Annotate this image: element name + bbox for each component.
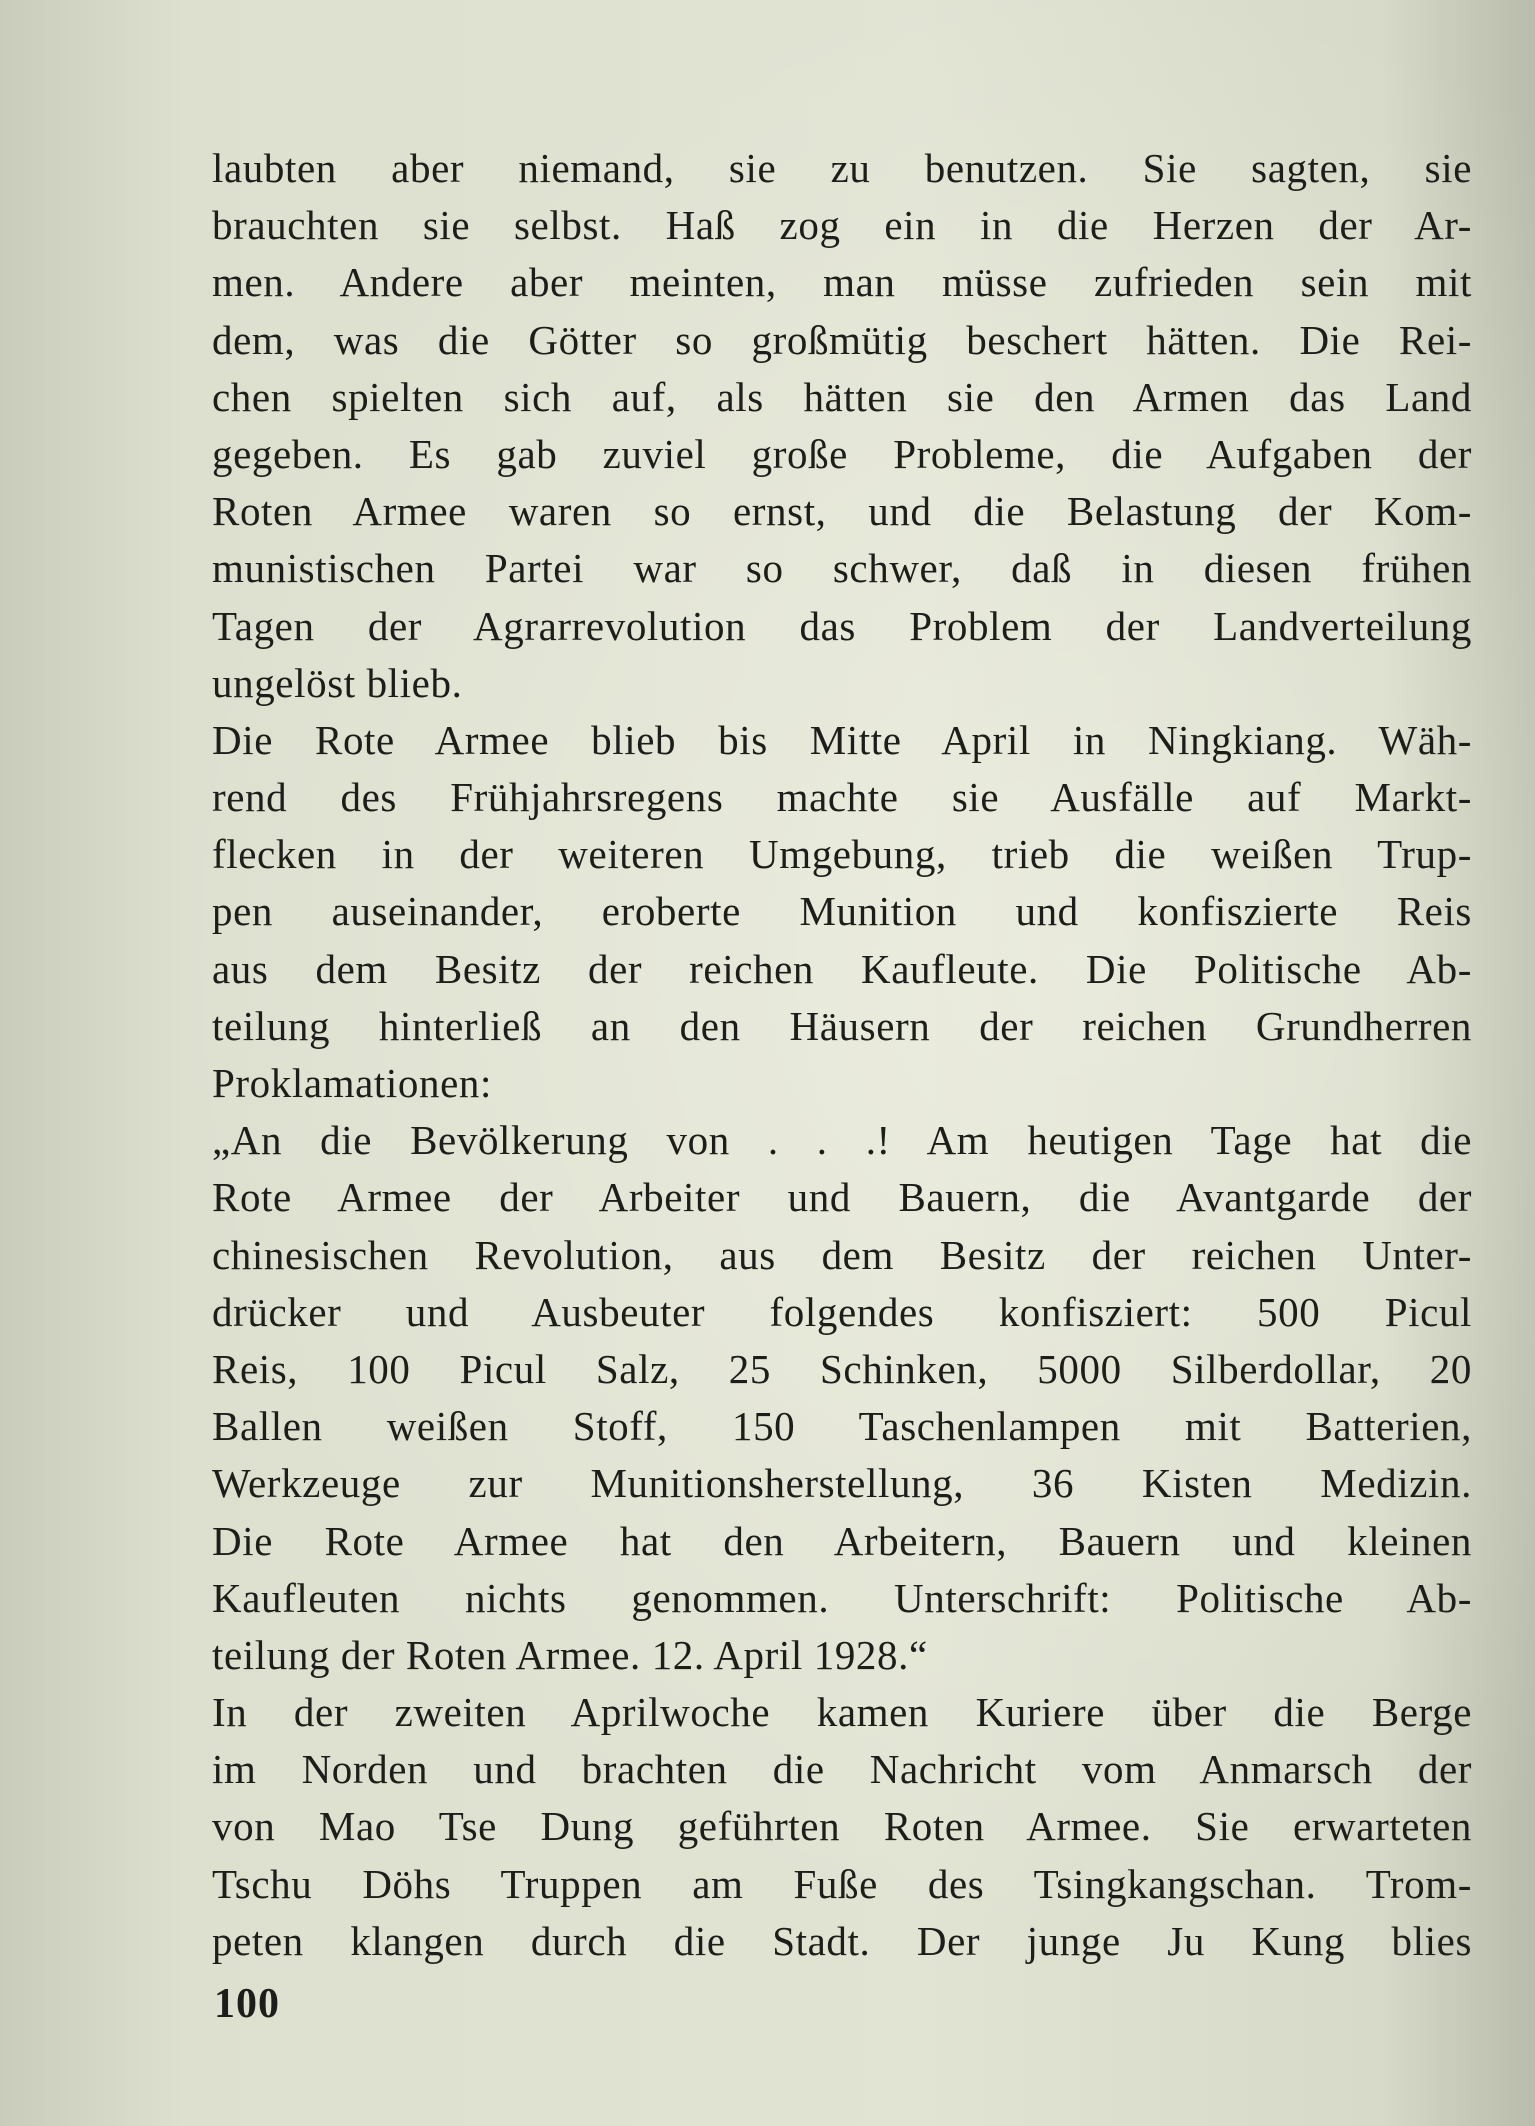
text-line: laubten aber niemand, sie zu benutzen. Sie sagten, sie: [212, 145, 1472, 191]
text-line: Tschu Döhs Truppen am Fuße des Tsingkangschan. Trom-: [212, 1860, 1472, 1907]
text-line: teilung der Roten Armee. 12. April 1928.“: [212, 1631, 928, 1678]
text-line: peten klangen durch die Stadt. Der junge Ju Kung blies: [212, 1917, 1472, 1964]
text-line: aus dem Besitz der reichen Kaufleute. Die Politische Ab-: [212, 945, 1472, 992]
text-line: Reis, 100 Picul Salz, 25 Schinken, 5000 Silberdollar, 20: [212, 1345, 1472, 1392]
text-line: Proklamationen:: [212, 1060, 493, 1106]
text-line: chen spielten sich auf, als hätten sie den Armen das Land: [212, 373, 1472, 420]
text-line: chinesischen Revolution, aus dem Besitz der reichen Unter-: [212, 1231, 1472, 1278]
text-line: Rote Armee der Arbeiter und Bauern, die Avantgarde der: [212, 1174, 1472, 1221]
text-line: munistischen Partei war so schwer, daß in diesen frühen: [212, 545, 1472, 592]
text-line: Die Rote Armee blieb bis Mitte April in Ningkiang. Wäh-: [212, 716, 1472, 763]
text-line: rend des Frühjahrsregens machte sie Ausfälle auf Markt-: [212, 774, 1472, 821]
text-line: flecken in der weiteren Umgebung, trieb die weißen Trup-: [212, 831, 1472, 878]
text-line: drücker und Ausbeuter folgendes konfisziert: 500 Picul: [212, 1288, 1472, 1335]
text-line: im Norden und brachten die Nachricht vom Anmarsch der: [212, 1746, 1472, 1793]
text-line: Tagen der Agrarrevolution das Problem der Landverteilung: [212, 602, 1472, 649]
text-line: teilung hinterließ an den Häusern der reichen Grundherren: [212, 1002, 1472, 1049]
text-line: In der zweiten Aprilwoche kamen Kuriere über die Berge: [212, 1689, 1472, 1736]
text-line: men. Andere aber meinten, man müsse zufrieden sein mit: [212, 259, 1472, 306]
text-line: ungelöst blieb.: [212, 659, 463, 706]
text-line: brauchten sie selbst. Haß zog ein in die Herzen der Ar-: [212, 202, 1472, 249]
text-line: dem, was die Götter so großmütig beschert hätten. Die Rei-: [212, 316, 1472, 363]
page-number: 100: [214, 1981, 280, 2027]
text-line: Ballen weißen Stoff, 150 Taschenlampen mit Batterien,: [212, 1403, 1472, 1450]
text-line: gegeben. Es gab zuviel große Probleme, die Aufgaben der: [212, 430, 1472, 477]
text-line: Die Rote Armee hat den Arbeitern, Bauern und kleinen: [212, 1517, 1472, 1564]
text-line: Kaufleuten nichts genommen. Unterschrift: Politische Ab-: [212, 1574, 1472, 1621]
text-line: Roten Armee waren so ernst, und die Belastung der Kom-: [212, 488, 1472, 535]
text-line: pen auseinander, eroberte Munition und konfiszierte Reis: [212, 888, 1472, 935]
body-text: [212, 140, 1472, 1970]
text-line: Werkzeuge zur Munitionsherstellung, 36 Kisten Medizin.: [212, 1460, 1472, 1507]
text-line: „An die Bevölkerung von . . .! Am heutigen Tage hat die: [212, 1117, 1472, 1164]
text-line: von Mao Tse Dung geführten Roten Armee. Sie erwarteten: [212, 1803, 1472, 1850]
